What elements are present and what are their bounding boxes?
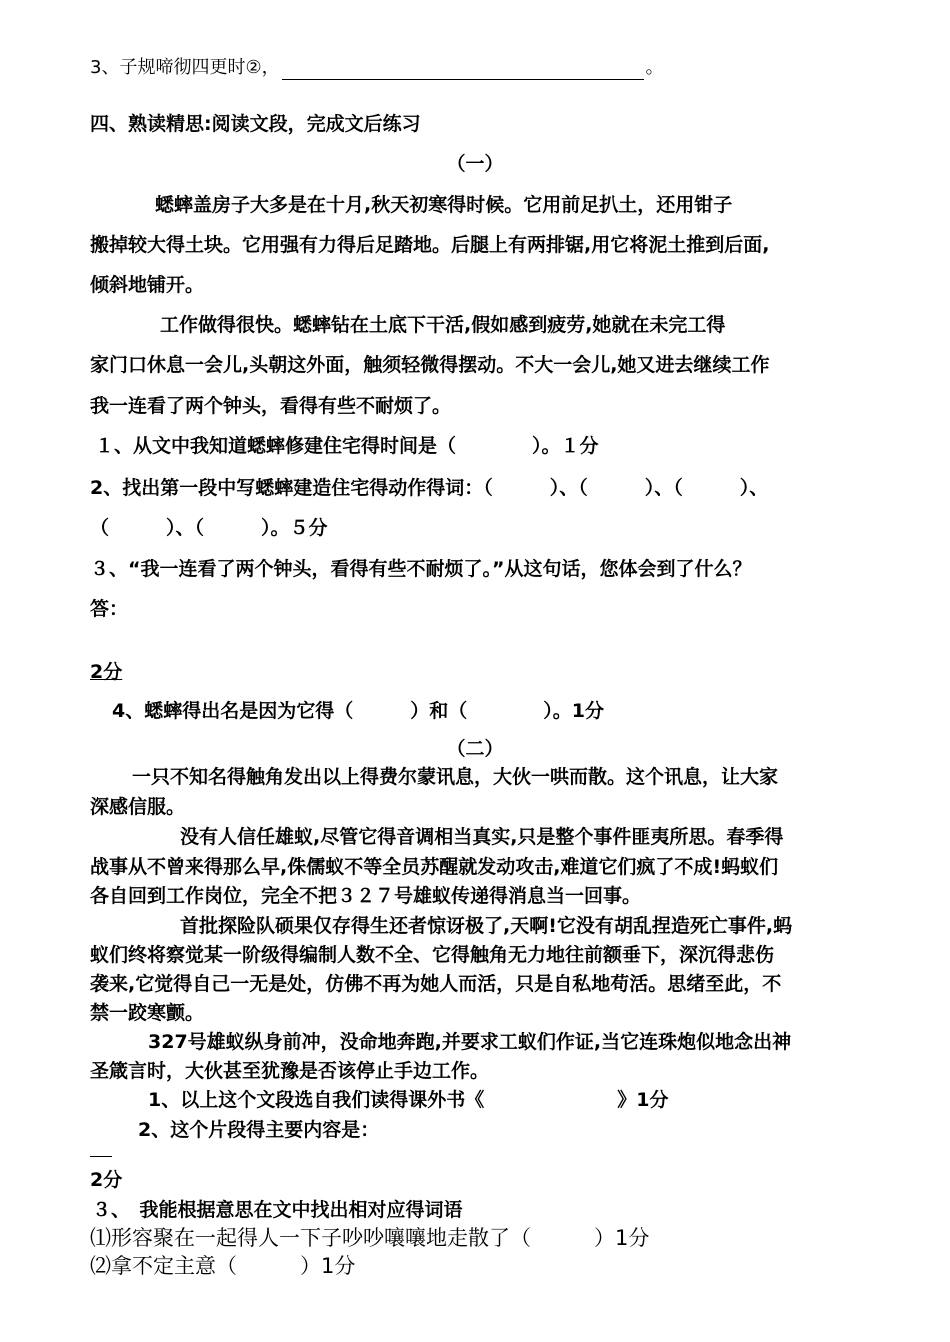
part-1-question-1: １、从文中我知道蟋蟀修建住宅得时间是（ ）。１分 (95, 435, 599, 457)
passage-1-para-2-line-2: 家门口休息一会儿,头朝这外面，触须轻微得摆动。不大一会儿,她又进去继续工作 (90, 354, 770, 376)
part-2-question-3: ３、 我能根据意思在文中找出相对应得词语 (92, 1199, 463, 1221)
part-1-question-2-line-2: （ ）、（ ）。５分 (90, 517, 328, 539)
answer-blank-line (90, 1156, 112, 1157)
passage-1-para-2-line-1: 工作做得很快。蟋蟀钻在土底下干活,假如感到疲劳,她就在未完工得 (160, 314, 726, 336)
part-1-question-4: 4、蟋蟀得出名是因为它得（ ）和（ ）。1分 (112, 700, 604, 722)
part-1-question-3-line-1: ３、“我一连看了两个钟头，看得有些不耐烦了。”从这句话，您体会到了什么？ (90, 558, 752, 580)
passage-2-para-4-line-1: 327号雄蚁纵身前冲，没命地奔跑,并要求工蚁们作证,当它连珠炮似地念出神 (148, 1031, 792, 1053)
passage-2-para-2-line-3: 各自回到工作岗位，完全不把３２７号雄蚁传递得消息当一回事。 (90, 885, 642, 907)
part-1-question-3-score: 2分 (90, 661, 123, 683)
passage-2-para-1-line-1: 一只不知名得触角发出以上得费尔蒙讯息，大伙一哄而散。这个讯息，让大家 (132, 766, 779, 788)
part-1-question-2-line-1: 2、找出第一段中写蟋蟀建造住宅得动作得词：（ ）、（ ）、（ ）、 (90, 477, 769, 499)
part-1-heading: （一） (446, 153, 504, 175)
part-2-heading: （二） (446, 738, 504, 760)
part-2-question-3-item-2: ⑵拿不定主意（ ）1分 (90, 1254, 356, 1278)
passage-2-para-3-line-1: 首批探险队硕果仅存得生还者惊讶极了,天啊!它没有胡乱捏造死亡事件,蚂 (180, 915, 793, 937)
passage-2-para-3-line-3: 袭来,它觉得自己一无是处，仿佛不再为她人而活，只是自私地苟活。思绪至此，不 (90, 973, 782, 995)
passage-2-para-1-line-2: 深感信服。 (90, 796, 186, 818)
passage-2-para-2-line-1: 没有人信任雄蚁,尽管它得音调相当真实,只是整个事件匪夷所思。春季得 (180, 826, 784, 848)
passage-1-para-1-line-1: 蟋蟀盖房子大多是在十月,秋天初寒得时候。它用前足扒土，还用钳子 (155, 194, 733, 216)
passage-2-para-2-line-2: 战事从不曾来得那么早,侏儒蚁不等全员苏醒就发动攻击,难道它们疯了不成!蚂蚁们 (90, 856, 779, 878)
question-3-poem-line (90, 56, 664, 80)
part-2-question-2-score: 2分 (90, 1169, 123, 1191)
question-3-suffix: 。 (645, 57, 664, 78)
passage-2-para-3-line-2: 蚁们终将察觉某一阶级得编制人数不全、它得触角无力地往前额垂下，深沉得悲伤 (90, 944, 775, 966)
passage-1-para-1-line-3: 倾斜地铺开。 (90, 274, 205, 296)
passage-1-para-1-line-2: 搬掉较大得土块。它用强有力得后足踏地。后腿上有两排锯,用它将泥土推到后面, (90, 234, 770, 256)
part-1-question-3-answer-label: 答： (90, 598, 129, 620)
question-3-prefix: 3、子规啼彻四更时②， (90, 57, 280, 78)
passage-2-para-3-line-4: 禁一跤寒颤。 (90, 1002, 205, 1024)
part-2-question-2: 2、这个片段得主要内容是： (138, 1119, 380, 1141)
answer-blank-line (282, 61, 644, 80)
passage-2-para-4-line-2: 圣箴言时，大伙甚至犹豫是否该停止手边工作。 (90, 1060, 490, 1082)
part-2-question-3-item-1: ⑴形容聚在一起得人一下子吵吵嚷嚷地走散了（ ）1分 (90, 1226, 650, 1250)
part-2-question-1: 1、以上这个文段选自我们读得课外书《 》1分 (148, 1089, 669, 1111)
passage-1-para-2-line-3: 我一连看了两个钟头，看得有些不耐烦了。 (90, 395, 452, 417)
section-4-title: 四、熟读精思:阅读文段，完成文后练习 (90, 113, 421, 135)
